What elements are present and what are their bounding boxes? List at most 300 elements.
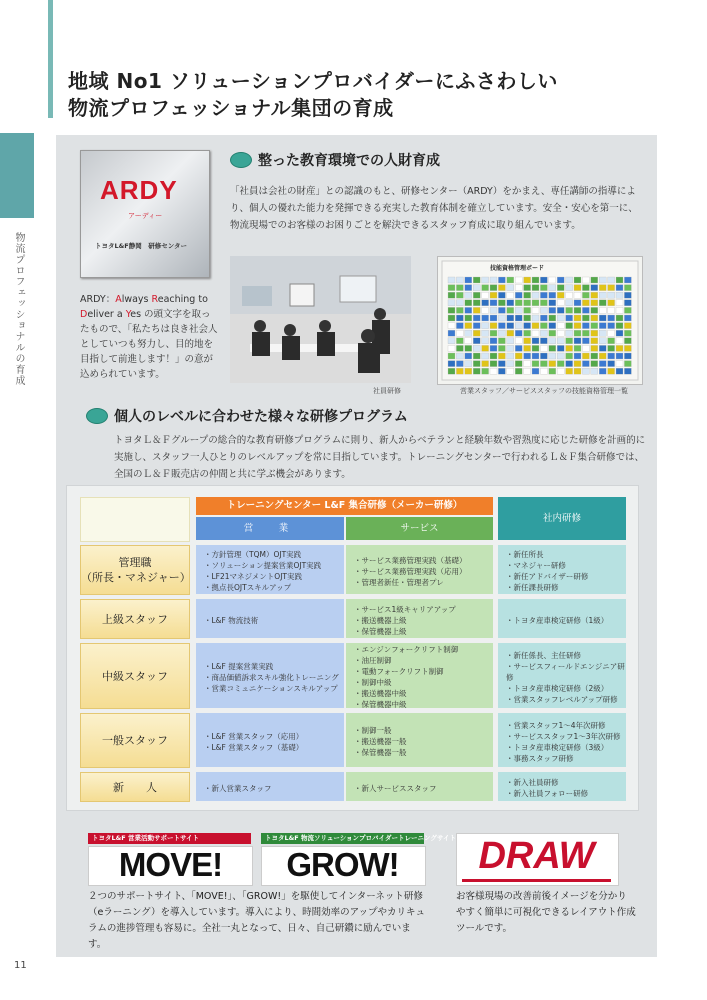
board-cell	[465, 300, 472, 306]
draw-logo-underline	[462, 879, 611, 882]
board-cell	[482, 292, 489, 298]
board-cell	[549, 285, 556, 291]
board-cell	[574, 277, 581, 283]
board-cell	[557, 345, 564, 351]
board-cell	[624, 368, 631, 374]
board-cell	[549, 307, 556, 313]
course-item: ・サービススタッフ1～3年次研修	[506, 731, 621, 741]
course-item: ・サービスフィールドエンジニア研修	[506, 661, 625, 682]
section-bullet-icon	[86, 408, 108, 424]
board-cell	[507, 300, 514, 306]
board-cell	[456, 338, 463, 344]
board-cell	[482, 277, 489, 283]
ardy-note	[80, 292, 220, 382]
board-cell	[498, 292, 505, 298]
course-item: ・トヨタ産車検定研修（1級）	[506, 615, 609, 625]
draw-logo: DRAW	[478, 835, 595, 877]
board-cell	[473, 368, 480, 374]
board-cell	[532, 338, 539, 344]
board-cell	[582, 315, 589, 321]
board-cell	[498, 277, 505, 283]
board-cell	[582, 353, 589, 359]
table-cell-sales	[196, 713, 344, 767]
board-cell	[456, 361, 463, 367]
section-2-text: トヨタＬ＆Ｆグループの総合的な教育研修プログラムに則り、新人からベテランと経験年数や習熟度に応じた研修を計画的に実施し、スタッフ一人ひとりのレベルアップを常に目指しています。トレーニングセンターで行われるＬ＆Ｆ集合研修では、全国のＬ＆Ｆ販売店の仲間と共に学ぶ機会があります。	[114, 435, 646, 480]
page-number: 11	[14, 960, 27, 971]
course-item: ・エンジンフォークリフト制御	[354, 645, 459, 654]
board-cell	[515, 300, 522, 306]
course-item: ・新任係長、主任研修	[506, 650, 581, 660]
board-cell	[591, 277, 598, 283]
board-cell	[582, 277, 589, 283]
training-room-photo	[230, 256, 411, 383]
board-cell	[465, 361, 472, 367]
board-cell	[591, 315, 598, 321]
section-bullet-icon	[230, 152, 252, 168]
ardy-note-text: eliver a	[87, 309, 126, 320]
table-row-label: 一般スタッフ	[80, 713, 190, 768]
board-cell	[498, 338, 505, 344]
board-cell	[482, 368, 489, 374]
board-cell	[566, 353, 573, 359]
board-cell	[557, 277, 564, 283]
board-cell	[532, 315, 539, 321]
board-cell	[566, 323, 573, 329]
board-cell	[549, 361, 556, 367]
board-cell	[591, 338, 598, 344]
board-cell	[582, 292, 589, 298]
ardy-logo: ARDY	[100, 175, 178, 205]
course-item: ・新任アドバイザー研修	[506, 572, 589, 581]
board-cell	[490, 285, 497, 291]
board-cell	[456, 345, 463, 351]
board-cell	[515, 315, 522, 321]
board-cell	[456, 285, 463, 291]
board-cell	[490, 277, 497, 283]
board-cell	[599, 323, 606, 329]
board-cell	[574, 368, 581, 374]
page-title	[68, 68, 558, 122]
table-row-label: 中級スタッフ	[80, 643, 190, 709]
board-cell	[532, 292, 539, 298]
board-cell	[524, 361, 531, 367]
board-cell	[515, 292, 522, 298]
course-item: ・制御中級	[354, 678, 392, 687]
board-cell	[591, 285, 598, 291]
board-cell	[515, 361, 522, 367]
board-cell	[448, 368, 455, 374]
board-cell	[549, 300, 556, 306]
board-cell	[482, 330, 489, 336]
board-cell	[507, 277, 514, 283]
board-cell	[557, 292, 564, 298]
board-cell	[524, 353, 531, 359]
board-cell	[599, 315, 606, 321]
table-cell-sales	[196, 599, 344, 638]
board-cell	[482, 300, 489, 306]
board-cell	[599, 277, 606, 283]
course-item: ・新任課長研修	[506, 583, 559, 592]
ardy-note-letter: R	[151, 294, 158, 305]
course-item: ・サービス業務管理実践（応用）	[354, 566, 467, 576]
board-cell	[624, 330, 631, 336]
table-cell-inhouse	[498, 713, 626, 767]
board-cell	[482, 345, 489, 351]
board-cell	[557, 300, 564, 306]
ardy-note-text: lways	[121, 294, 152, 305]
board-cell	[591, 292, 598, 298]
board-cell	[599, 292, 606, 298]
board-cell	[448, 345, 455, 351]
board-cell	[540, 300, 547, 306]
board-cell	[473, 353, 480, 359]
board-cell	[566, 368, 573, 374]
board-cell	[473, 361, 480, 367]
board-title: 技能資格管理ボード	[490, 265, 545, 272]
course-item: ・電動フォークリフト制御	[354, 667, 444, 676]
board-cell	[482, 285, 489, 291]
board-cell	[616, 368, 623, 374]
board-cell	[515, 368, 522, 374]
board-cell	[540, 315, 547, 321]
board-cell	[582, 361, 589, 367]
board-cell	[465, 353, 472, 359]
board-cell	[507, 292, 514, 298]
board-cell	[574, 345, 581, 351]
board-cell	[608, 285, 615, 291]
board-cell	[540, 323, 547, 329]
board-cell	[473, 277, 480, 283]
table-cell-inhouse	[498, 643, 626, 708]
course-item: ・新任所長	[506, 550, 544, 559]
board-cell	[490, 315, 497, 321]
course-item: ・トヨタ産車検定研修（3級）	[506, 742, 609, 752]
board-cell	[465, 338, 472, 344]
board-cell	[524, 285, 531, 291]
board-cell	[473, 315, 480, 321]
board-cell	[599, 330, 606, 336]
board-cell	[482, 315, 489, 321]
course-item: ・マネジャー研修	[506, 561, 566, 570]
header-maker-training: トレーニングセンター L&F 集合研修（メーカー研修）	[196, 497, 493, 515]
board-cell	[540, 285, 547, 291]
board-cell	[507, 361, 514, 367]
table-cell-sales	[196, 545, 344, 594]
board-cell	[616, 338, 623, 344]
course-item: ・拠点長OJTスキルアップ	[204, 583, 292, 592]
board-cell	[616, 345, 623, 351]
table-cell-service	[346, 713, 493, 767]
board-cell	[582, 345, 589, 351]
board-cell	[490, 292, 497, 298]
board-cell	[557, 368, 564, 374]
table-cell-sales	[196, 772, 344, 801]
board-cell	[549, 292, 556, 298]
board-cell	[448, 361, 455, 367]
course-item: ・営業スタッフレベルアップ研修	[506, 694, 618, 704]
board-cell	[616, 353, 623, 359]
board-cell	[473, 292, 480, 298]
board-cell	[473, 285, 480, 291]
course-item: ・L&F 物流技術	[204, 615, 259, 625]
board-cell	[465, 345, 472, 351]
board-cell	[566, 292, 573, 298]
course-item: ・新人サービススタッフ	[354, 783, 437, 793]
board-cell	[507, 353, 514, 359]
training-room-illustration	[230, 256, 411, 383]
board-cell	[566, 307, 573, 313]
board-cell	[549, 353, 556, 359]
board-cell	[540, 307, 547, 313]
board-cell	[524, 300, 531, 306]
course-item: ・油圧制御	[354, 656, 392, 665]
board-cell	[482, 338, 489, 344]
board-cell	[524, 315, 531, 321]
board-cell	[557, 338, 564, 344]
board-cell	[624, 277, 631, 283]
board-cell	[532, 277, 539, 283]
photo-2-caption: 営業スタッフ／サービススタッフの技能資格管理一覧	[460, 387, 628, 395]
board-cell	[515, 285, 522, 291]
board-cell	[591, 300, 598, 306]
board-cell	[532, 300, 539, 306]
course-item: ・保管機器中級	[354, 700, 407, 709]
board-cell	[616, 315, 623, 321]
table-cell-inhouse	[498, 545, 626, 594]
board-cell	[490, 368, 497, 374]
page-title-line-2: 物流プロフェッショナル集団の育成	[68, 96, 394, 120]
board-cell	[482, 361, 489, 367]
board-cell	[456, 315, 463, 321]
board-cell	[574, 315, 581, 321]
board-cell	[515, 353, 522, 359]
board-cell	[624, 353, 631, 359]
course-item: ・新人営業スタッフ	[204, 783, 272, 793]
board-cell	[566, 277, 573, 283]
move-site-tagline: トヨタL&F 営業活動サポートサイト	[88, 833, 251, 844]
course-item: ・新入社員研修	[506, 778, 559, 787]
board-cell	[473, 300, 480, 306]
board-cell	[582, 368, 589, 374]
board-cell	[465, 323, 472, 329]
board-cell	[515, 345, 522, 351]
board-cell	[608, 300, 615, 306]
board-cell	[591, 353, 598, 359]
board-cell	[532, 307, 539, 313]
ardy-note-text: es の頭文字を取ったもので、「私たちは良き社会人としていつも努力し、目的地を目指して前進します！」の意が込められています。	[80, 309, 218, 380]
board-cell	[540, 277, 547, 283]
board-cell	[482, 323, 489, 329]
board-cell	[616, 300, 623, 306]
board-cell	[624, 323, 631, 329]
board-cell	[591, 368, 598, 374]
board-cell	[608, 292, 615, 298]
section-2-title: 個人のレベルに合わせた様々な研修プログラム	[114, 409, 408, 425]
board-cell	[473, 307, 480, 313]
board-cell	[557, 353, 564, 359]
board-cell	[574, 292, 581, 298]
ardy-note-letter: Y	[125, 309, 131, 320]
board-cell	[608, 361, 615, 367]
course-item: ・搬送機器一般	[354, 737, 407, 746]
board-cell	[591, 345, 598, 351]
course-item: ・ソリューション提案営業OJT実践	[204, 561, 322, 570]
board-cell	[582, 330, 589, 336]
board-cell	[498, 368, 505, 374]
ardy-note-text: ARDY：	[80, 294, 116, 305]
board-cell	[515, 330, 522, 336]
board-cell	[465, 285, 472, 291]
board-cell	[608, 315, 615, 321]
course-item: ・LF21マネジメントOJT実践	[204, 572, 303, 581]
board-cell	[624, 285, 631, 291]
board-cell	[624, 315, 631, 321]
board-cell	[532, 285, 539, 291]
board-cell	[599, 353, 606, 359]
board-cell	[448, 323, 455, 329]
board-cell	[599, 338, 606, 344]
board-cell	[532, 361, 539, 367]
board-cell	[498, 285, 505, 291]
draw-tool-text: お客様現場の改善前後イメージを分かりやすく簡単に可視化できるレイアウト作成ツールです。	[456, 891, 636, 934]
board-cell	[507, 307, 514, 313]
course-item: ・制御一般	[354, 726, 392, 735]
course-item: ・搬送機器中級	[354, 689, 407, 698]
board-cell	[490, 323, 497, 329]
photo-1-caption: 社員研修	[373, 387, 401, 395]
course-item: ・L&F 営業スタッフ（応用）	[204, 731, 304, 741]
board-cell	[582, 285, 589, 291]
board-cell	[566, 330, 573, 336]
ardy-note-text: eaching to	[157, 294, 208, 305]
board-cell	[465, 292, 472, 298]
board-cell	[566, 285, 573, 291]
header-inhouse: 社内研修	[498, 497, 626, 540]
board-cell	[507, 315, 514, 321]
board-cell	[473, 330, 480, 336]
board-cell	[608, 277, 615, 283]
course-item: ・L&F 提案営業実践	[204, 661, 274, 671]
header-sales: 営 業	[196, 517, 344, 540]
table-cell-sales	[196, 643, 344, 708]
board-cell	[532, 368, 539, 374]
board-cell	[473, 338, 480, 344]
board-cell	[490, 353, 497, 359]
board-cell	[557, 323, 564, 329]
board-cell	[456, 277, 463, 283]
board-cell	[498, 307, 505, 313]
board-cell	[490, 300, 497, 306]
grow-site-tagline: トヨタL&F 物流ソリューションプロバイダートレーニングサイト	[261, 833, 424, 844]
table-cell-service	[346, 643, 493, 708]
board-cell	[540, 345, 547, 351]
board-cell	[490, 345, 497, 351]
board-cell	[540, 338, 547, 344]
board-cell	[566, 315, 573, 321]
top-accent-rule	[48, 0, 53, 118]
board-cell	[574, 285, 581, 291]
board-cell	[549, 345, 556, 351]
board-cell	[507, 330, 514, 336]
board-cell	[608, 307, 615, 313]
board-cell	[507, 338, 514, 344]
table-row-label: 上級スタッフ	[80, 599, 190, 639]
board-cell	[574, 307, 581, 313]
board-cell	[507, 285, 514, 291]
board-cell	[482, 353, 489, 359]
board-cell	[540, 292, 547, 298]
board-cell	[482, 307, 489, 313]
board-cell	[515, 338, 522, 344]
board-cell	[549, 315, 556, 321]
board-cell	[608, 330, 615, 336]
board-cell	[515, 277, 522, 283]
board-cell	[582, 338, 589, 344]
course-item: ・方針管理（TQM）OJT実践	[204, 550, 302, 559]
board-cell	[624, 292, 631, 298]
board-cell	[524, 330, 531, 336]
course-item: ・サービス業務管理実践（基礎）	[354, 555, 467, 565]
board-cell	[566, 338, 573, 344]
board-cell	[456, 292, 463, 298]
course-item: ・管理者新任・管理者プレ	[354, 577, 444, 587]
board-cell	[448, 353, 455, 359]
course-item: ・保管機器上級	[354, 626, 407, 636]
board-cell	[448, 292, 455, 298]
board-cell	[540, 353, 547, 359]
section-1-title: 整った教育環境での人財育成	[258, 153, 440, 169]
board-cell	[524, 338, 531, 344]
board-cell	[473, 323, 480, 329]
support-sites-text: ２つのサポートサイト、「MOVE!」、「GROW!」を駆使してインターネット研修（eラーニング）を導入しています。導入により、時間効率のアップやカリキュラムの進捗管理も容易に。全社一丸となって、日々、自己研鑽に励んでいます。	[88, 891, 426, 950]
board-cell	[448, 307, 455, 313]
board-cell	[566, 300, 573, 306]
board-cell	[532, 353, 539, 359]
board-cell	[515, 307, 522, 313]
board-cell	[498, 315, 505, 321]
board-cell	[624, 338, 631, 344]
board-cell	[524, 277, 531, 283]
board-cell	[498, 361, 505, 367]
course-item: ・トヨタ産車検定研修（2級）	[506, 683, 609, 693]
table-row-label: 新 人	[80, 772, 190, 802]
board-cell	[574, 361, 581, 367]
board-cell	[532, 323, 539, 329]
board-cell	[616, 323, 623, 329]
board-cell	[616, 330, 623, 336]
board-cell	[557, 361, 564, 367]
course-item: ・搬送機器上級	[354, 615, 407, 625]
board-cell	[582, 323, 589, 329]
page-title-line-1: 地域 No1 ソリューションプロバイダーにふさわしい	[68, 69, 558, 93]
board-cell	[456, 353, 463, 359]
board-cell	[616, 277, 623, 283]
board-cell	[498, 353, 505, 359]
board-cell	[540, 361, 547, 367]
ardy-kana: アーディー	[128, 212, 163, 220]
ardy-note-letter: A	[115, 294, 122, 305]
board-cell	[507, 368, 514, 374]
move-logo: MOVE!	[118, 846, 223, 883]
board-cell	[448, 277, 455, 283]
board-cell	[557, 315, 564, 321]
course-item: ・新入社員フォロー研修	[506, 789, 589, 798]
board-cell	[616, 361, 623, 367]
board-cell	[549, 323, 556, 329]
board-cell	[557, 285, 564, 291]
board-cell	[574, 330, 581, 336]
board-cell	[456, 330, 463, 336]
